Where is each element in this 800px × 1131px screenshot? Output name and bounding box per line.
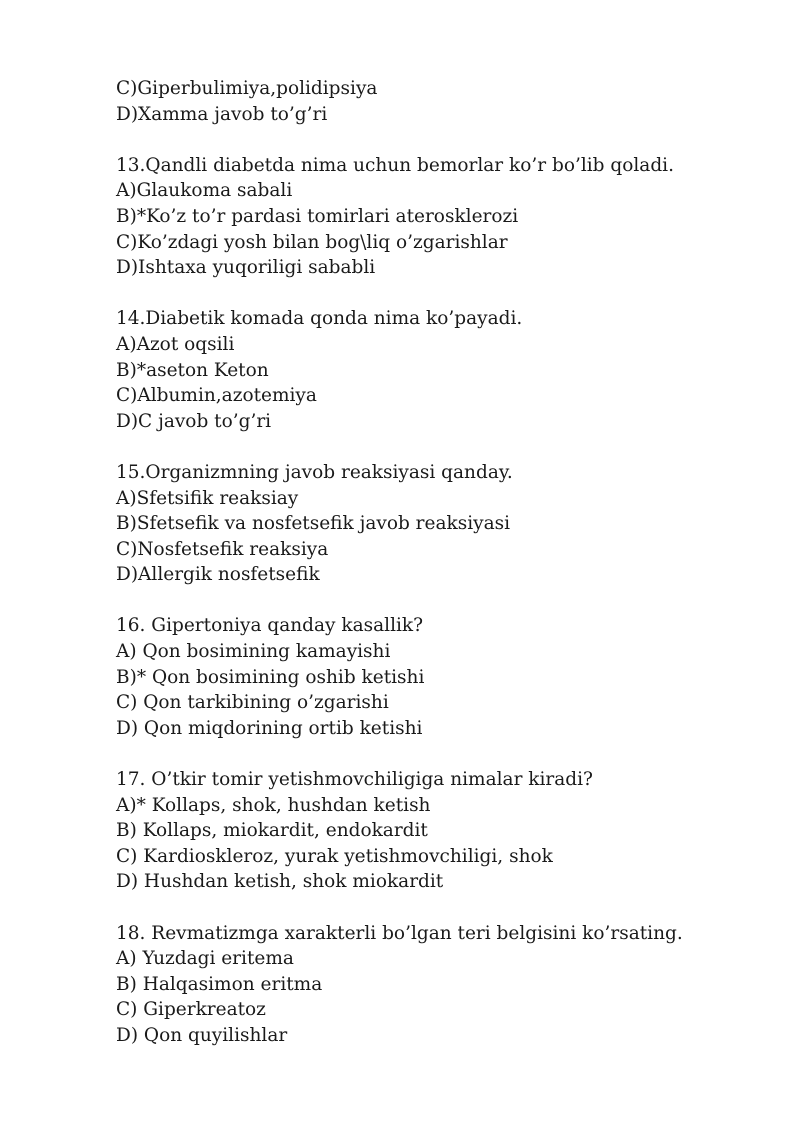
question-text: 17. O’tkir tomir yetishmovchiligiga nimalar kiradi?	[116, 769, 593, 791]
document-page	[116, 76, 776, 1049]
question-block-17	[116, 767, 776, 895]
option-c: C) Kardioskleroz, yurak yetishmovchiligi, shok	[116, 845, 553, 867]
question-text: 16. Gipertoniya qanday kasallik?	[116, 615, 424, 637]
question-block-13	[116, 153, 776, 281]
question-text: 15.Organizmning javob reaksiyasi qanday.	[116, 461, 513, 483]
question-text: 13.Qandli diabetda nima uchun bemorlar ko’r bo’lib qoladi.	[116, 154, 674, 176]
option-a: A)Azot oqsili	[116, 333, 235, 355]
option-b: B)*aseton Keton	[116, 359, 269, 381]
option-d: D)Allergik nosfetsefik	[116, 564, 320, 586]
option-c: C) Giperkreatoz	[116, 999, 266, 1021]
option-c: C)Albumin,azotemiya	[116, 385, 317, 407]
question-block-16	[116, 613, 776, 741]
option-a: A)* Kollaps, shok, hushdan ketish	[116, 794, 431, 816]
question-text: 18. Revmatizmga xarakterli bo’lgan teri belgisini ko’rsating.	[116, 922, 683, 944]
option-c: C)Ko’zdagi yosh bilan bog\liq o’zgarishlar	[116, 231, 508, 253]
option-a: A) Qon bosimining kamayishi	[116, 641, 391, 663]
option-b: B)Sfetsefik va nosfetsefik javob reaksiyasi	[116, 513, 511, 535]
option-a: A)Sfetsifik reaksiay	[116, 487, 299, 509]
option-a: A)Glaukoma sabali	[116, 180, 293, 202]
option-c: C) Qon tarkibining o’zgarishi	[116, 692, 389, 714]
option-d: D)C javob to’g’ri	[116, 410, 272, 432]
question-block-14	[116, 306, 776, 434]
option-d: D) Qon miqdorining ortib ketishi	[116, 717, 423, 739]
option-b: B)* Qon bosimining oshib ketishi	[116, 666, 425, 688]
option-a: A) Yuzdagi eritema	[116, 948, 294, 970]
option-c: C)Giperbulimiya,polidipsiya	[116, 78, 378, 99]
option-b: B)*Ko’z to’r pardasi tomirlari aterosklerozi	[116, 205, 519, 227]
question-text: 14.Diabetik komada qonda nima ko’payadi.	[116, 308, 523, 330]
option-d: D) Qon quyilishlar	[116, 1024, 288, 1046]
question-block-18	[116, 921, 776, 1049]
option-c: C)Nosfetsefik reaksiya	[116, 538, 329, 560]
question-block-15	[116, 460, 776, 588]
option-b: B) Halqasimon eritma	[116, 973, 323, 995]
option-d: D)Ishtaxa yuqoriligi sababli	[116, 257, 376, 279]
option-d: D) Hushdan ketish, shok miokardit	[116, 871, 444, 893]
option-b: B) Kollaps, miokardit, endokardit	[116, 820, 428, 842]
option-d: D)Xamma javob to’g’ri	[116, 103, 328, 125]
